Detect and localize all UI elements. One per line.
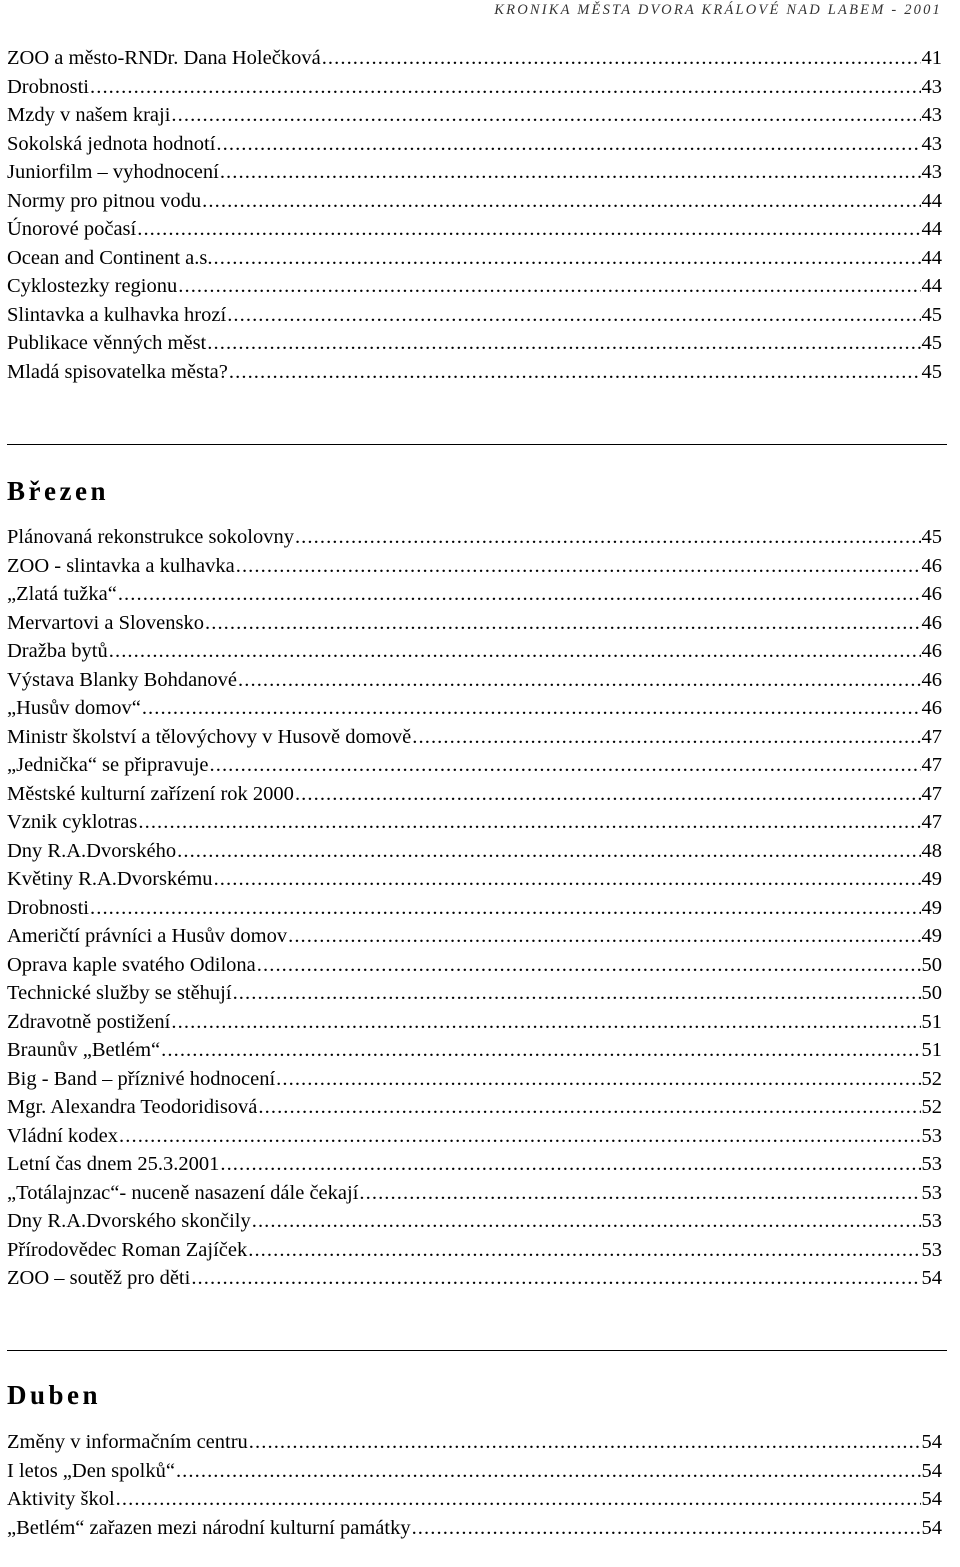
toc-entry-title: Mgr. Alexandra Teodoridisová (7, 1096, 258, 1118)
toc-entry-title: „Totálajnzac“- nuceně nasazení dále čekají (7, 1181, 359, 1204)
toc-entry-title: Američtí právníci a Husův domov (7, 925, 288, 947)
toc-entry-page-number: 53 (921, 1124, 942, 1147)
toc-entry-page-number: 47 (921, 782, 942, 805)
dot-leader (178, 272, 920, 301)
toc-entry-title: Mzdy v našem kraji (7, 104, 171, 126)
toc-entry[interactable] (7, 808, 942, 837)
toc-entry-page-number: 43 (921, 132, 942, 155)
toc-entry-title: Plánovaná rekonstrukce sokolovny (7, 526, 294, 548)
month-heading-brezen: Březen (7, 476, 109, 506)
toc-entry[interactable] (7, 130, 942, 159)
toc-entry[interactable] (7, 1207, 942, 1236)
dot-leader (220, 158, 921, 187)
dot-leader (214, 865, 921, 894)
toc-entry-page-number: 44 (921, 218, 942, 240)
toc-entry-page-number: 49 (921, 925, 942, 947)
toc-entry-page-number: 43 (921, 104, 942, 126)
toc-entry-page-number: 44 (921, 189, 942, 212)
toc-entry[interactable] (7, 637, 942, 666)
toc-entry-page-number: 52 (921, 1096, 942, 1118)
toc-entry[interactable] (7, 694, 942, 723)
dot-leader (177, 837, 920, 866)
section-divider (7, 1350, 947, 1351)
dot-leader (142, 694, 921, 723)
toc-entry[interactable] (7, 1036, 942, 1065)
toc-entry-title: Dny R.A.Dvorského (7, 839, 177, 862)
dot-leader (257, 951, 921, 980)
toc-entry-page-number: 53 (921, 1181, 942, 1204)
dot-leader (90, 894, 921, 923)
toc-entry-page-number: 45 (921, 303, 942, 326)
toc-entry[interactable] (7, 1179, 942, 1208)
toc-entry-title: Květiny R.A.Dvorskému (7, 868, 213, 890)
toc-entry[interactable] (7, 301, 942, 330)
toc-entry[interactable] (7, 158, 942, 187)
toc-entry[interactable] (7, 837, 942, 866)
dot-leader (238, 666, 920, 695)
dot-leader (216, 130, 920, 159)
toc-entry-title: Vládní kodex (7, 1124, 119, 1147)
toc-entry-title: Big - Band – příznivé hodnocení (7, 1067, 276, 1090)
toc-entry-title: Přírodovědec Roman Zajíček (7, 1238, 248, 1261)
toc-entry[interactable] (7, 609, 942, 638)
toc-entry-page-number: 50 (921, 953, 942, 976)
toc-entry[interactable] (7, 244, 942, 273)
toc-entry-title: Slintavka a kulhavka hrozí (7, 303, 227, 326)
toc-entry-title: Výstava Blanky Bohdanové (7, 668, 238, 691)
toc-entry-title: Letní čas dnem 25.3.2001 (7, 1153, 220, 1175)
toc-entry-page-number: 51 (921, 1039, 942, 1061)
toc-entry[interactable] (7, 1122, 942, 1151)
toc-entry[interactable] (7, 1236, 942, 1265)
toc-entry-title: Mervartovi a Slovensko (7, 611, 204, 634)
toc-entry-title: Mladá spisovatelka města? (7, 360, 228, 383)
toc-entry-title: Braunův „Betlém“ (7, 1039, 161, 1061)
toc-entry[interactable] (7, 523, 942, 552)
toc-entry-page-number: 46 (921, 697, 942, 719)
toc-entry[interactable] (7, 215, 942, 244)
dot-leader (412, 723, 920, 752)
toc-entry[interactable] (7, 73, 942, 102)
toc-entry-title: Dny R.A.Dvorského skončily (7, 1210, 251, 1232)
toc-entry-page-number: 46 (921, 611, 942, 634)
toc-entry[interactable] (7, 1065, 942, 1094)
toc-entry-title: I letos „Den spolků“ (7, 1459, 175, 1482)
dot-leader (176, 1457, 921, 1486)
toc-entry-page-number: 54 (921, 1459, 942, 1482)
dot-leader (295, 523, 921, 552)
toc-entry-page-number: 45 (921, 332, 942, 354)
toc-entry-title: Dražba bytů (7, 640, 108, 662)
toc-entry-title: „Jednička“ se připravuje (7, 754, 209, 776)
toc-entry-title: Drobnosti (7, 75, 89, 98)
dot-leader (116, 1485, 921, 1514)
toc-entry-title: „Zlatá tužka“ (7, 583, 117, 605)
dot-leader (202, 187, 920, 216)
dot-leader (191, 1264, 920, 1293)
toc-entry[interactable] (7, 1093, 942, 1122)
toc-entry[interactable] (7, 865, 942, 894)
toc-entry-title: Vznik cyklotras (7, 811, 138, 833)
dot-leader (119, 1122, 920, 1151)
toc-entry-page-number: 46 (921, 554, 942, 577)
dot-leader (249, 1428, 921, 1457)
toc-entry[interactable] (7, 1150, 942, 1179)
toc-entry-title: „Betlém“ zařazen mezi národní kulturní památky (7, 1516, 411, 1539)
toc-entry-title: Ministr školství a tělovýchovy v Husově domově (7, 725, 412, 748)
toc-entry-page-number: 41 (921, 47, 942, 69)
dot-leader (359, 1179, 920, 1208)
dot-leader (171, 1008, 920, 1037)
toc-entry-title: ZOO - slintavka a kulhavka (7, 554, 235, 577)
dot-leader (161, 1036, 920, 1065)
dot-leader (412, 1514, 921, 1543)
toc-entry-title: Drobnosti (7, 896, 89, 919)
toc-section-brezen (7, 523, 942, 1293)
dot-leader (90, 73, 921, 102)
toc-entry-page-number: 46 (921, 583, 942, 605)
toc-entry-page-number: 49 (921, 896, 942, 919)
toc-entry[interactable] (7, 1264, 942, 1293)
dot-leader (288, 922, 920, 951)
toc-entry-page-number: 52 (921, 1067, 942, 1090)
toc-entry-title: ZOO – soutěž pro děti (7, 1267, 191, 1289)
dot-leader (138, 808, 920, 837)
toc-entry[interactable] (7, 1457, 942, 1486)
toc-entry-page-number: 45 (921, 526, 942, 548)
toc-entry-title: Zdravotně postižení (7, 1010, 171, 1033)
toc-entry-title: Cyklostezky regionu (7, 275, 178, 297)
toc-entry-title: Technické služby se stěhují (7, 982, 232, 1004)
toc-entry[interactable] (7, 272, 942, 301)
toc-entry-page-number: 54 (921, 1267, 942, 1289)
toc-entry[interactable] (7, 552, 942, 581)
toc-entry[interactable] (7, 358, 942, 387)
toc-entry[interactable] (7, 979, 942, 1008)
dot-leader (214, 244, 921, 273)
toc-entry-title: Změny v informačním centru (7, 1431, 248, 1453)
dot-leader (205, 609, 921, 638)
toc-entry-title: „Husův domov“ (7, 697, 141, 719)
dot-leader (229, 358, 921, 387)
dot-leader (227, 301, 920, 330)
toc-entry-title: Únorové počasí (7, 218, 137, 240)
dot-leader (276, 1065, 920, 1094)
toc-entry-page-number: 54 (921, 1516, 942, 1539)
toc-entry-title: Normy pro pitnou vodu (7, 189, 202, 212)
toc-entry[interactable] (7, 329, 942, 358)
dot-leader (252, 1207, 921, 1236)
toc-entry-page-number: 49 (921, 868, 942, 890)
toc-entry[interactable] (7, 1008, 942, 1037)
toc-entry-page-number: 45 (921, 360, 942, 383)
month-heading-duben: Duben (7, 1380, 102, 1410)
running-header: KRONIKA MĚSTA DVORA KRÁLOVÉ NAD LABEM - 2001 (494, 2, 942, 18)
dot-leader (171, 101, 920, 130)
toc-entry-page-number: 48 (921, 839, 942, 862)
toc-entry-page-number: 47 (921, 754, 942, 776)
toc-entry-page-number: 51 (921, 1010, 942, 1033)
toc-entry-title: Ocean and Continent a.s. (7, 246, 213, 269)
dot-leader (118, 580, 921, 609)
toc-entry-page-number: 47 (921, 725, 942, 748)
toc-entry-page-number: 50 (921, 982, 942, 1004)
toc-entry-page-number: 53 (921, 1210, 942, 1232)
toc-section-previous (7, 44, 942, 386)
toc-entry-page-number: 46 (921, 640, 942, 662)
dot-leader (295, 780, 921, 809)
toc-section-duben (7, 1428, 942, 1542)
dot-leader (322, 44, 921, 73)
toc-entry[interactable] (7, 44, 942, 73)
toc-entry-title: ZOO a město-RNDr. Dana Holečková (7, 47, 321, 69)
toc-entry[interactable] (7, 1428, 942, 1457)
toc-entry[interactable] (7, 1485, 942, 1514)
dot-leader (137, 215, 920, 244)
toc-entry[interactable] (7, 666, 942, 695)
toc-entry-page-number: 44 (921, 275, 942, 297)
toc-entry-page-number: 46 (921, 668, 942, 691)
toc-entry[interactable] (7, 187, 942, 216)
toc-entry-page-number: 53 (921, 1153, 942, 1175)
toc-entry-page-number: 54 (921, 1488, 942, 1510)
toc-entry[interactable] (7, 951, 942, 980)
toc-entry-page-number: 43 (921, 75, 942, 98)
toc-entry[interactable] (7, 780, 942, 809)
dot-leader (258, 1093, 920, 1122)
dot-leader (248, 1236, 920, 1265)
toc-entry-page-number: 53 (921, 1238, 942, 1261)
toc-entry-page-number: 54 (921, 1431, 942, 1453)
dot-leader (220, 1150, 920, 1179)
toc-entry[interactable] (7, 723, 942, 752)
toc-entry[interactable] (7, 922, 942, 951)
dot-leader (109, 637, 921, 666)
dot-leader (207, 329, 920, 358)
toc-entry-page-number: 44 (921, 246, 942, 269)
dot-leader (210, 751, 921, 780)
toc-entry-title: Oprava kaple svatého Odilona (7, 953, 256, 976)
section-divider (7, 444, 947, 445)
toc-entry-title: Juniorfilm – vyhodnocení (7, 161, 219, 183)
toc-entry[interactable] (7, 894, 942, 923)
toc-entry-title: Publikace věnných měst (7, 332, 207, 354)
toc-entry-page-number: 43 (921, 161, 942, 183)
toc-entry-page-number: 47 (921, 811, 942, 833)
dot-leader (236, 552, 921, 581)
toc-entry-title: Aktivity škol (7, 1488, 115, 1510)
toc-entry-title: Sokolská jednota hodnotí (7, 132, 216, 155)
toc-entry[interactable] (7, 101, 942, 130)
toc-entry[interactable] (7, 580, 942, 609)
toc-entry[interactable] (7, 751, 942, 780)
toc-entry-title: Městské kulturní zařízení rok 2000 (7, 782, 294, 805)
dot-leader (233, 979, 921, 1008)
toc-entry[interactable] (7, 1514, 942, 1543)
